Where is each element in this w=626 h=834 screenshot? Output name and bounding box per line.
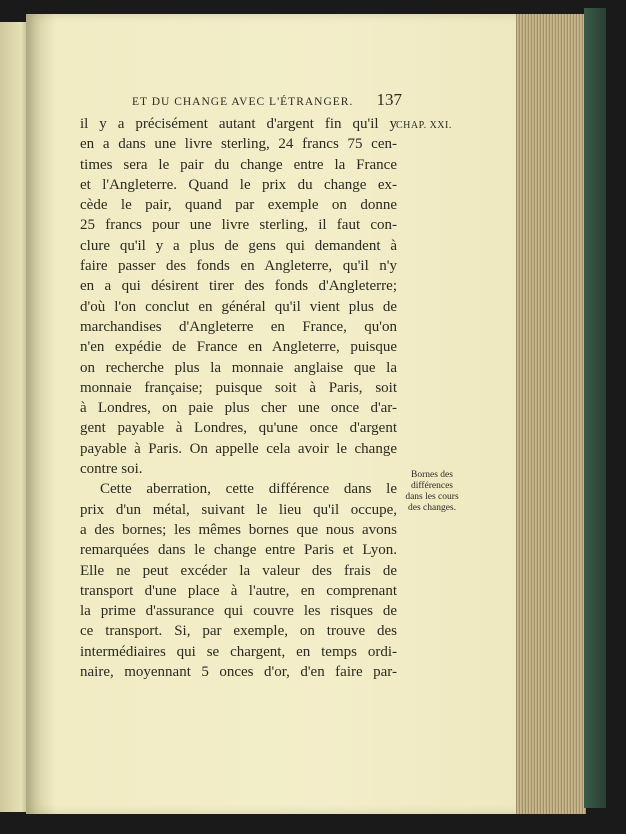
text-line: transport d'une place à l'autre, en comprenant bbox=[80, 582, 397, 599]
text-line: intermédiaires qui se chargent, en temps ordi- bbox=[80, 643, 397, 660]
text-line: Cette aberration, cette différence dans le bbox=[100, 481, 397, 498]
text-line: n'en expédie de France en Angleterre, puisque bbox=[80, 339, 397, 356]
text-line: marchandises d'Angleterre en France, qu'on bbox=[80, 318, 397, 335]
text-line: naire, moyennant 5 onces d'or, d'en faire par- bbox=[80, 664, 397, 681]
text-line: monnaie française; puisque soit à Paris, soit bbox=[80, 379, 397, 396]
paragraph-1 bbox=[80, 114, 397, 479]
text-line: la prime d'assurance qui couvre les risques de bbox=[80, 603, 397, 620]
text-line: clure qu'il y a plus de gens qui demandent à bbox=[80, 237, 397, 254]
text-line: payable à Paris. On appelle cela avoir le change bbox=[80, 440, 397, 457]
text-line: et l'Angleterre. Quand le prix du change ex- bbox=[80, 176, 397, 193]
margin-note bbox=[400, 470, 464, 514]
text-line: prix d'un métal, suivant le lieu qu'il occupe, bbox=[80, 501, 397, 518]
text-line: faire passer des fonds en Angleterre, qu'il n'y bbox=[80, 258, 397, 275]
text-line: Elle ne peut excéder la valeur des frais de bbox=[80, 562, 397, 579]
text-line: cède le pair, quand par exemple on donne bbox=[80, 197, 397, 214]
margin-note-line: des changes. bbox=[407, 503, 456, 513]
margin-note-line: différences bbox=[410, 481, 454, 491]
book-cover bbox=[584, 8, 606, 808]
page-number: 137 bbox=[376, 90, 402, 109]
margin-note-line: dans les cours bbox=[405, 492, 459, 502]
text-line: 25 francs pour une livre sterling, il faut con- bbox=[80, 217, 397, 234]
text-line: ce transport. Si, par exemple, on trouve des bbox=[80, 623, 397, 640]
text-line: d'où l'on conclut en général qu'il vient plus de bbox=[80, 298, 397, 315]
page-header bbox=[132, 90, 402, 110]
margin-note-line: Bornes des bbox=[411, 470, 453, 480]
text-line: a des bornes; les mêmes bornes que nous avons bbox=[80, 521, 397, 538]
text-line: contre soi. bbox=[80, 461, 143, 478]
text-line: remarquées dans le change entre Paris et Lyon. bbox=[80, 542, 397, 559]
text-line: en a qui désirent tirer des fonds d'Angleterre; bbox=[80, 278, 397, 295]
body-text bbox=[80, 114, 397, 682]
text-line: à Londres, on paie plus cher une once d'ar- bbox=[80, 400, 397, 417]
text-line: en a dans une livre sterling, 24 francs 75 cen- bbox=[80, 136, 397, 153]
chapter-label: CHAP. XXI. bbox=[396, 120, 452, 131]
paragraph-2 bbox=[80, 479, 397, 682]
text-line: times sera le pair du change entre la France bbox=[80, 156, 397, 173]
page-block-edge bbox=[516, 14, 586, 814]
text-line: on recherche plus la monnaie anglaise que la bbox=[80, 359, 397, 376]
text-line: gent payable à Londres, qu'une once d'argent bbox=[80, 420, 397, 437]
text-line: il y a précisément autant d'argent fin qu'il y bbox=[80, 116, 397, 132]
running-head: ET DU CHANGE AVEC L'ÉTRANGER. bbox=[132, 96, 354, 108]
